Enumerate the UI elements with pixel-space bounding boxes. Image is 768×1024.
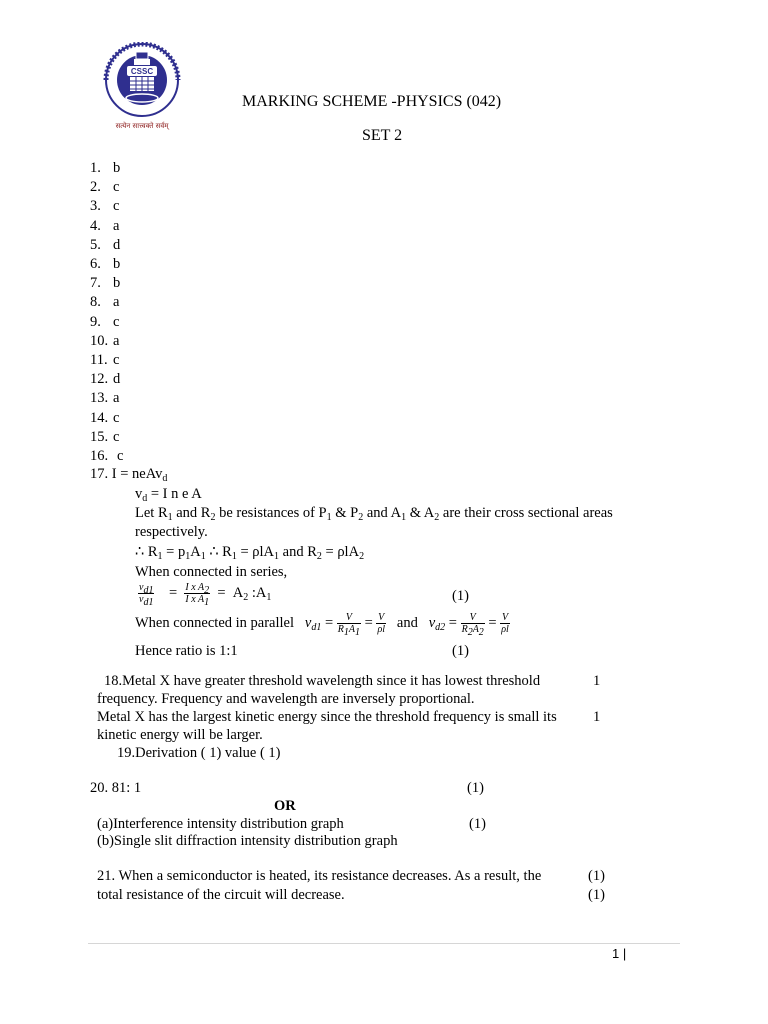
q21-mark-2: (1) bbox=[588, 887, 605, 903]
svg-text:CSSC: CSSC bbox=[130, 67, 154, 76]
answer-letter: a bbox=[113, 294, 120, 311]
answer-letter: a bbox=[113, 332, 120, 349]
q20-option-a-mark: (1) bbox=[469, 816, 486, 832]
q19-answer: 19.Derivation ( 1) value ( 1) bbox=[117, 745, 281, 761]
mcq-answer-row bbox=[90, 160, 120, 177]
q20-answer: 20. 81: 1 bbox=[90, 780, 142, 796]
answer-letter: c bbox=[113, 313, 120, 330]
document-title: MARKING SCHEME -PHYSICS (042) bbox=[242, 93, 502, 110]
answer-letter: a bbox=[113, 390, 120, 407]
question-number: 7. bbox=[90, 275, 101, 292]
answer-letter: d bbox=[113, 371, 121, 388]
mcq-answer-row bbox=[90, 237, 120, 254]
q20-option-b: (b)Single slit diffraction intensity distribution graph bbox=[97, 833, 398, 849]
mcq-answer-row bbox=[90, 371, 120, 388]
answer-letter: c bbox=[113, 428, 120, 445]
answer-letter: b bbox=[113, 160, 121, 176]
set-label: SET 2 bbox=[362, 127, 403, 144]
answer-letter: d bbox=[113, 236, 121, 253]
q17-series-ratio: $\frac{v_{d1}}{v_{d1}}$ = $\frac{I x A_2}{I x A_1}$ = $A_2$ $:A_1$ bbox=[139, 582, 272, 608]
mcq-answer-row bbox=[90, 429, 119, 446]
page-number: 1 | bbox=[612, 946, 627, 961]
answer-letter: c bbox=[113, 352, 120, 368]
q20-mark: (1) bbox=[467, 780, 484, 796]
footer-divider bbox=[88, 943, 680, 944]
q17-respectively: respectively. bbox=[135, 524, 208, 540]
question-number: 13. bbox=[90, 390, 109, 407]
q21-line-1: 21. When a semiconductor is heated, its resistance decreases. As a result, the bbox=[97, 868, 542, 884]
question-number: 10. bbox=[90, 332, 109, 349]
mcq-answer-row bbox=[90, 294, 119, 311]
q17-resistance-formula: ∴ $R_1 = p_1A_1$ ∴ $R_1 = \rho lA_1$ and $R_2 = \rho lA_2$ bbox=[135, 544, 365, 562]
mcq-answer-row bbox=[90, 314, 119, 331]
answer-letter: a bbox=[113, 217, 120, 234]
mcq-answer-row bbox=[90, 333, 119, 350]
q17-drift-velocity: $v_d = I$ n e A bbox=[135, 486, 202, 504]
answer-letter: c bbox=[113, 198, 120, 215]
answer-letter: c bbox=[113, 409, 120, 426]
question-number: 2. bbox=[90, 179, 101, 196]
q18-line-1: 18.Metal X have greater threshold wavelength since it has lowest threshold bbox=[104, 673, 541, 689]
question-number: 5. bbox=[90, 236, 101, 253]
mcq-answer-row bbox=[90, 275, 120, 292]
q20-or: OR bbox=[274, 798, 296, 814]
q17-hence-ratio: Hence ratio is 1:1 bbox=[135, 643, 238, 659]
question-number: 6. bbox=[90, 256, 101, 272]
question-number: 11. bbox=[90, 352, 108, 368]
mcq-answer-row bbox=[90, 410, 119, 427]
q17-final-mark: (1) bbox=[452, 643, 469, 659]
q21-mark-1: (1) bbox=[588, 868, 605, 884]
question-number: 4. bbox=[90, 217, 101, 234]
q21-line-2: total resistance of the circuit will decrease. bbox=[97, 887, 345, 903]
question-number: 8. bbox=[90, 294, 101, 311]
q17-parallel: When connected in parallel $v_{d1}$ = $\frac{V}{R_1A_1}$ = $\frac{V}{\rho l}$ and $v_{d2}$ = $\frac{V}{R_2A_2}$ = $\frac{V}{\rho l}$ bbox=[135, 612, 509, 638]
q18-line-2: frequency. Frequency and wavelength are inversely proportional. bbox=[97, 691, 475, 707]
mcq-answer-row bbox=[90, 390, 119, 407]
q17-series-mark: (1) bbox=[452, 588, 469, 604]
answer-letter: c bbox=[117, 448, 124, 464]
school-logo bbox=[98, 42, 186, 138]
answer-letter: b bbox=[113, 256, 121, 272]
answer-letter: b bbox=[113, 275, 121, 292]
question-number: 15. bbox=[90, 428, 109, 445]
q17-series-heading: When connected in series, bbox=[135, 564, 288, 580]
q18-mark-2: 1 bbox=[593, 709, 601, 725]
q18-line-4: kinetic energy will be larger. bbox=[97, 727, 263, 743]
mcq-answer-row bbox=[90, 448, 123, 465]
mcq-answer-row bbox=[90, 256, 120, 273]
svg-text:सत्येन सात्त्वक्ते सर्वम्: सत्येन सात्त्वक्ते सर्वम् bbox=[115, 122, 169, 130]
question-number: 3. bbox=[90, 198, 101, 215]
question-number: 16. bbox=[90, 448, 109, 464]
question-number: 1. bbox=[90, 160, 101, 176]
mcq-answer-row bbox=[90, 352, 119, 369]
answer-letter: c bbox=[113, 179, 120, 196]
q20-option-a: (a)Interference intensity distribution graph bbox=[97, 816, 344, 832]
q17-current-equation: 17. I = neAv$_d$ bbox=[90, 466, 168, 484]
q18-line-3: Metal X has the largest kinetic energy since the threshold frequency is small its bbox=[97, 709, 557, 725]
question-number: 12. bbox=[90, 371, 109, 388]
question-number: 9. bbox=[90, 313, 101, 330]
cssc-seal-icon bbox=[98, 42, 186, 138]
question-number: 14. bbox=[90, 409, 109, 426]
q18-mark-1: 1 bbox=[593, 673, 601, 689]
mcq-answer-row bbox=[90, 218, 119, 235]
q17-resistances-statement: Let $R_1$ and $R_2$ be resistances of $P_1$ & $P_2$ and $A_1$ & $A_2$ are their cross sectional areas bbox=[135, 505, 613, 523]
mcq-answer-row bbox=[90, 179, 119, 196]
mcq-answer-row bbox=[90, 198, 119, 215]
